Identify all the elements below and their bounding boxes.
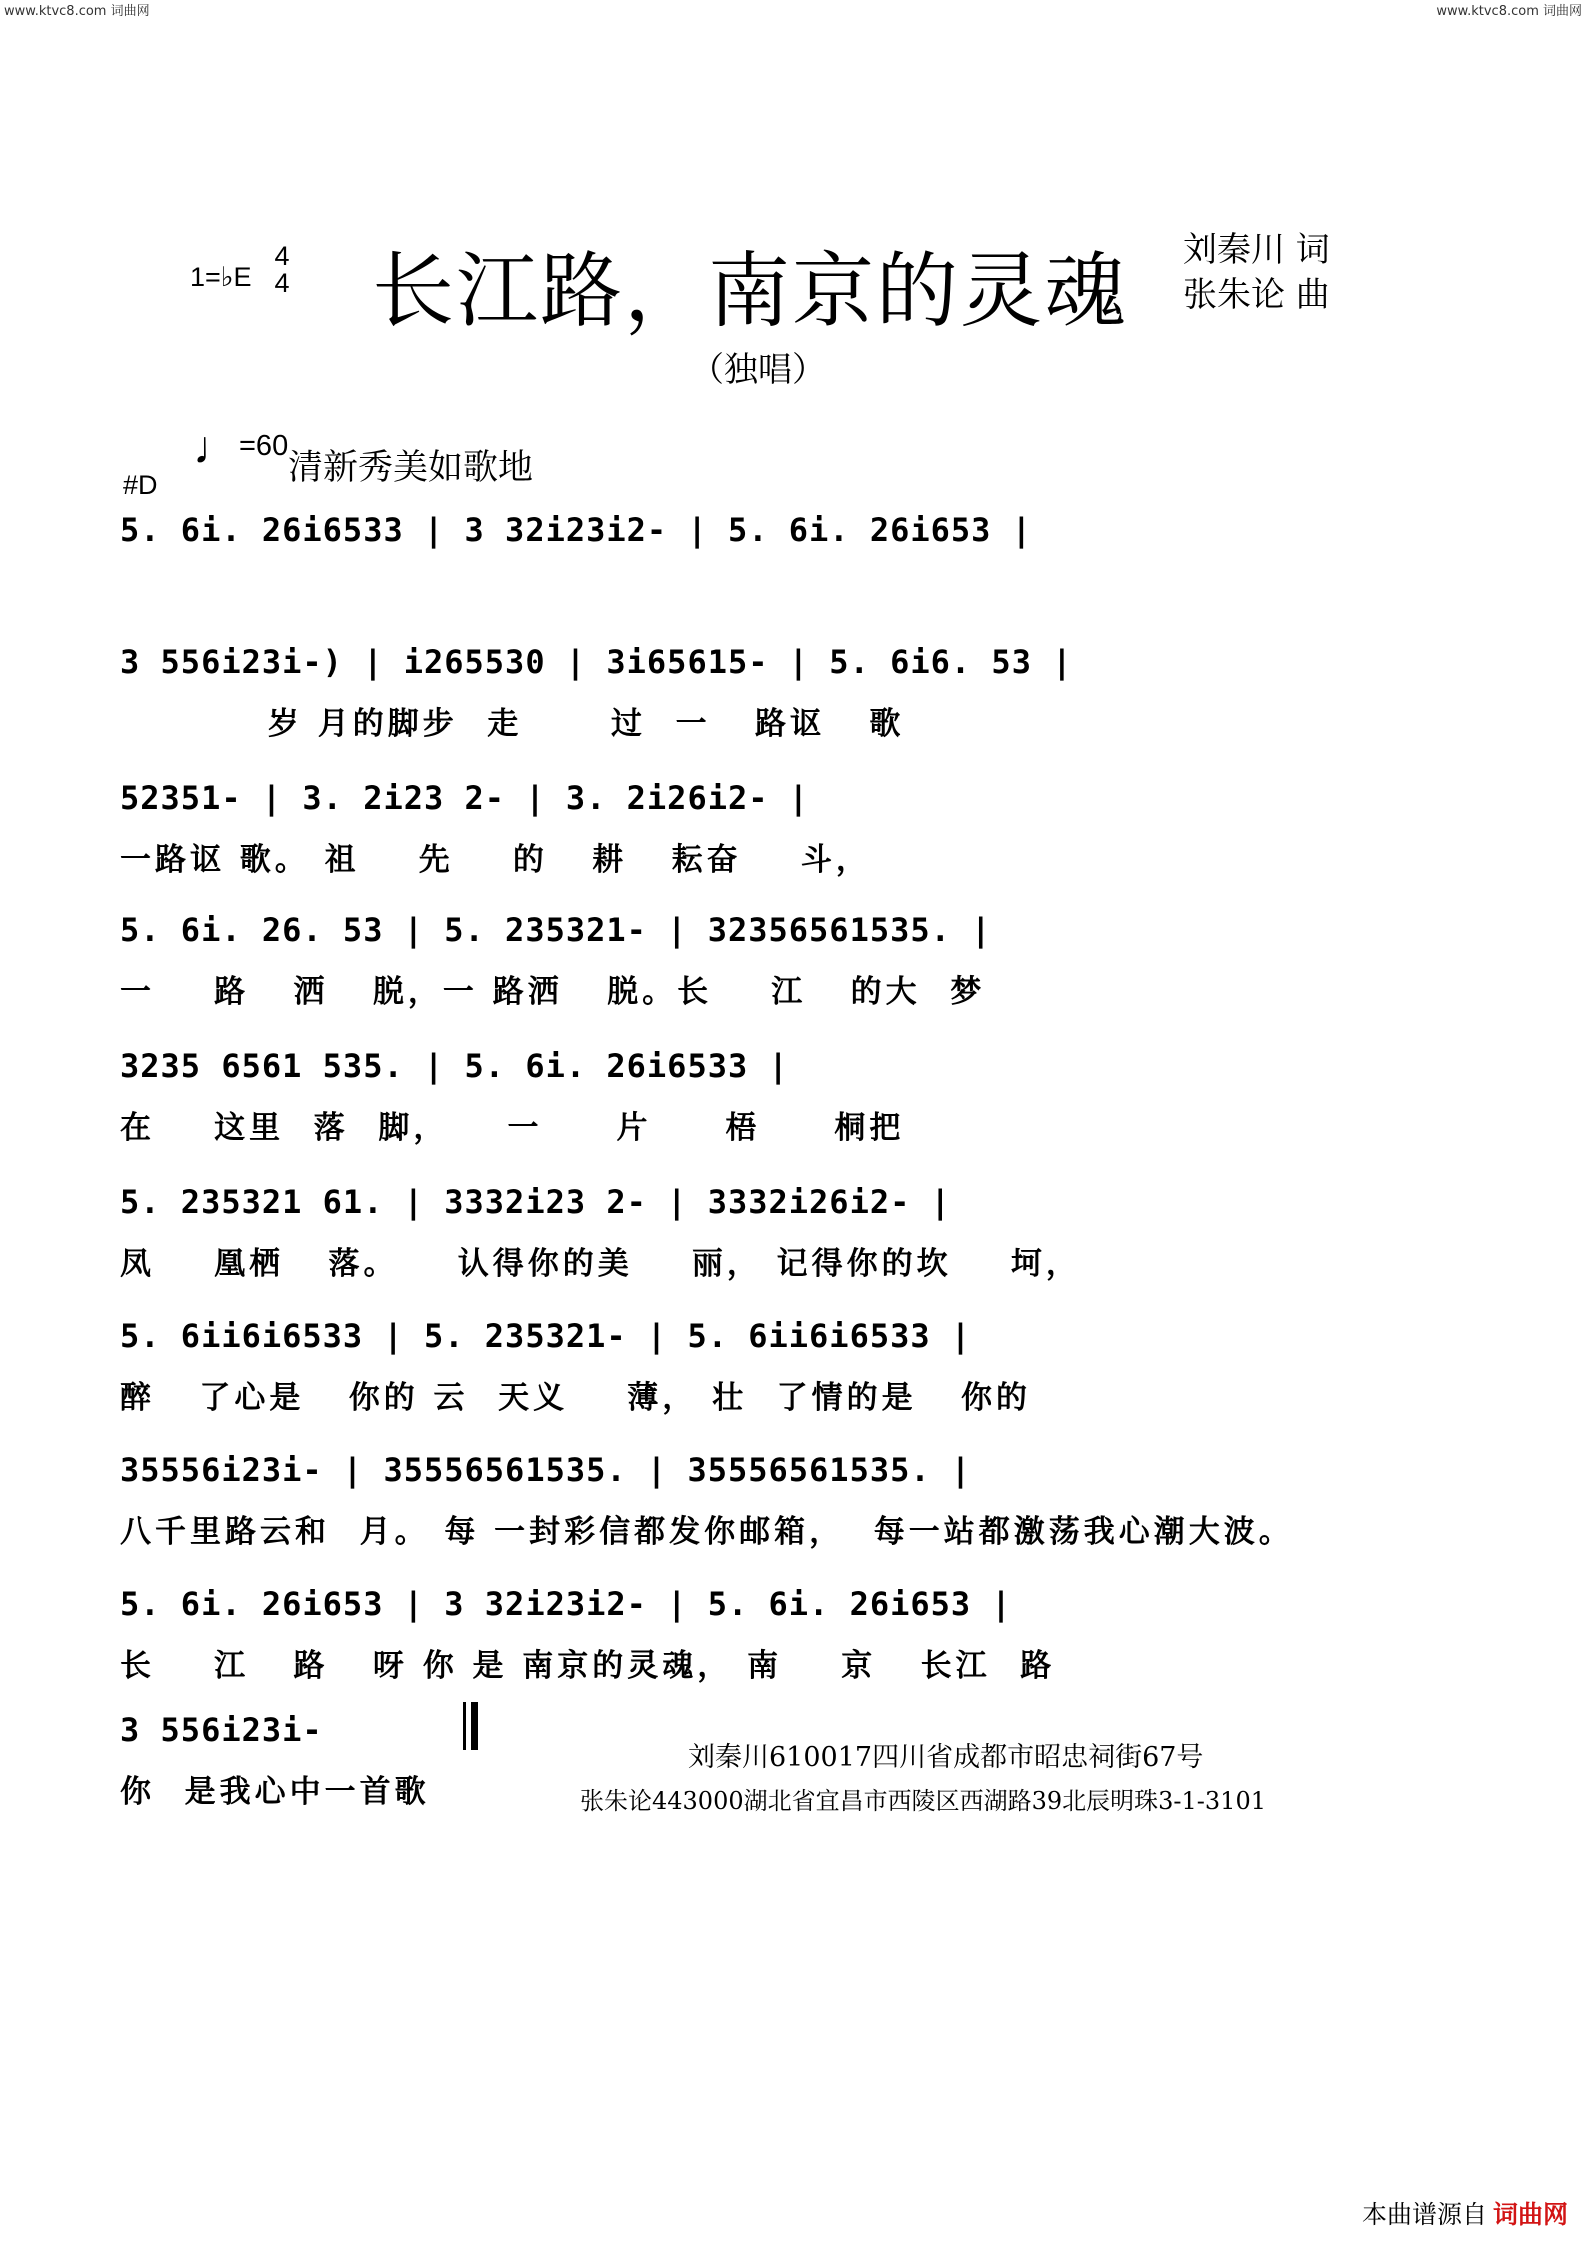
notation-line: 5. 235321 61. | 3332i23 2- | 3332i26i2- |: [120, 1183, 951, 1221]
watermark-brand: 词曲网: [1492, 2200, 1568, 2229]
time-signature-bottom: 4: [274, 268, 290, 298]
quarter-note-icon: ♩: [193, 421, 239, 473]
credits: [1183, 228, 1330, 318]
lyricist-address: 刘秦川610017四川省成都市昭忠祠街67号: [688, 1742, 1204, 1773]
composer-address: 张朱论443000湖北省宜昌市西陵区西湖路39北辰明珠3-1-3101: [580, 1787, 1266, 1815]
time-signature-top: 4: [274, 241, 290, 271]
lyrics-line: 醉 了心是 你的 云 天义 薄， 壮 了情的是 你的: [120, 1380, 1032, 1416]
lyrics-line: 你 是我心中一首歌: [120, 1774, 430, 1810]
watermark-source-text: 本曲谱源自: [1361, 2200, 1487, 2229]
notation-line: 5. 6i. 26i6533 | 3 32i23i2- | 5. 6i. 26i653 |: [120, 511, 1032, 549]
lyrics-line: 一 路 洒 脱，一 路洒 脱。长 江 的大 梦: [120, 974, 986, 1010]
tempo-value: =60: [239, 430, 289, 462]
key-signature: 1=♭E: [190, 262, 252, 292]
composer-credit: 张朱论 曲: [1183, 275, 1330, 315]
key-change: #D: [123, 470, 158, 500]
notation-line: 5. 6i. 26i653 | 3 32i23i2- | 5. 6i. 26i653 |: [120, 1585, 1012, 1623]
expression-marking: 清新秀美如歌地: [288, 448, 534, 488]
final-barline: [463, 1702, 480, 1750]
watermark-top-right: www.ktvc8.com 词曲网: [1436, 4, 1582, 19]
performance-type: （独唱）: [690, 350, 826, 390]
notation-line: 3235 6561 535. | 5. 6i. 26i6533 |: [120, 1047, 789, 1085]
lyrics-line: 在 这里 落 脚， 一 片 梧 桐把: [120, 1110, 905, 1146]
lyrics-line: 长 江 路 呀 你 是 南京的灵魂， 南 京 长江 路: [120, 1648, 1056, 1684]
notation-line: 5. 6ii6i6533 | 5. 235321- | 5. 6ii6i6533 |: [120, 1317, 972, 1355]
lyricist-credit: 刘秦川 词: [1183, 230, 1330, 270]
notation-line: 3 556i23i-: [120, 1711, 343, 1749]
notation-line: 5. 6i. 26. 53 | 5. 235321- | 32356561535. |: [120, 911, 992, 949]
song-title: 长江路，南京的灵魂: [372, 244, 1129, 339]
notation-line: 52351- | 3. 2i23 2- | 3. 2i26i2- |: [120, 779, 810, 817]
time-signature: [270, 243, 294, 297]
watermark-top-left: www.ktvc8.com 词曲网: [4, 4, 150, 19]
lyrics-line: 八千里路云和 月。 每 一封彩信都发你邮箱， 每一站都激荡我心潮大波。: [120, 1514, 1294, 1550]
lyrics-line: 岁 月的脚步 走 过 一 路讴 歌: [120, 706, 905, 742]
tempo-marking: [193, 421, 289, 473]
notation-line: 35556i23i- | 35556561535. | 35556561535. |: [120, 1451, 972, 1489]
notation-line: 3 556i23i-) | i265530 | 3i65615- | 5. 6i6. 53 |: [120, 643, 1073, 681]
lyrics-line: 凤 凰栖 落。 认得你的美 丽， 记得你的坎 坷，: [120, 1246, 1081, 1282]
lyrics-line: 一路讴 歌。 祖 先 的 耕 耘奋 斗，: [120, 842, 871, 878]
watermark-bottom: [1362, 2195, 1568, 2231]
